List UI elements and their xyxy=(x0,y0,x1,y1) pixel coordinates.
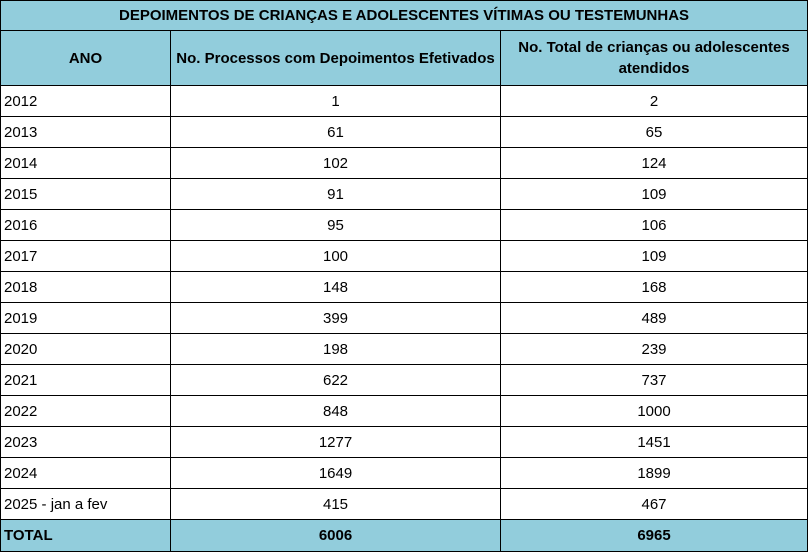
children-cell: 467 xyxy=(501,489,808,520)
children-cell: 737 xyxy=(501,365,808,396)
year-cell: 2012 xyxy=(1,86,171,117)
children-cell: 1451 xyxy=(501,427,808,458)
table-row xyxy=(1,210,808,241)
year-cell: 2024 xyxy=(1,458,171,489)
total-row xyxy=(1,520,808,552)
column-header-children: No. Total de crianças ou adolescentes atendidos xyxy=(501,31,808,86)
table-row xyxy=(1,365,808,396)
year-cell: 2022 xyxy=(1,396,171,427)
year-cell: 2025 - jan a fev xyxy=(1,489,171,520)
children-cell: 168 xyxy=(501,272,808,303)
children-cell: 1899 xyxy=(501,458,808,489)
table-row xyxy=(1,489,808,520)
processes-cell: 91 xyxy=(171,179,501,210)
year-cell: 2014 xyxy=(1,148,171,179)
processes-cell: 622 xyxy=(171,365,501,396)
year-cell: 2013 xyxy=(1,117,171,148)
processes-cell: 148 xyxy=(171,272,501,303)
table-row xyxy=(1,241,808,272)
table-title: DEPOIMENTOS DE CRIANÇAS E ADOLESCENTES VÍTIMAS OU TESTEMUNHAS xyxy=(1,1,808,31)
processes-cell: 100 xyxy=(171,241,501,272)
column-header-processes: No. Processos com Depoimentos Efetivados xyxy=(171,31,501,86)
children-cell: 2 xyxy=(501,86,808,117)
children-cell: 106 xyxy=(501,210,808,241)
table-row xyxy=(1,272,808,303)
children-cell: 109 xyxy=(501,241,808,272)
table-row xyxy=(1,334,808,365)
table-row xyxy=(1,427,808,458)
year-cell: 2023 xyxy=(1,427,171,458)
table-row xyxy=(1,396,808,427)
children-cell: 1000 xyxy=(501,396,808,427)
table-row xyxy=(1,458,808,489)
year-cell: 2020 xyxy=(1,334,171,365)
processes-cell: 198 xyxy=(171,334,501,365)
processes-cell: 61 xyxy=(171,117,501,148)
table-title-row xyxy=(1,1,808,31)
processes-cell: 1649 xyxy=(171,458,501,489)
children-cell: 489 xyxy=(501,303,808,334)
processes-cell: 848 xyxy=(171,396,501,427)
table-row xyxy=(1,303,808,334)
table-body xyxy=(1,86,808,552)
processes-cell: 399 xyxy=(171,303,501,334)
table-row xyxy=(1,148,808,179)
total-label: TOTAL xyxy=(1,520,171,552)
processes-cell: 415 xyxy=(171,489,501,520)
processes-cell: 1277 xyxy=(171,427,501,458)
year-cell: 2016 xyxy=(1,210,171,241)
year-cell: 2019 xyxy=(1,303,171,334)
table-row xyxy=(1,86,808,117)
total-processes: 6006 xyxy=(171,520,501,552)
table-row xyxy=(1,179,808,210)
children-cell: 109 xyxy=(501,179,808,210)
table-header-row xyxy=(1,31,808,86)
children-cell: 65 xyxy=(501,117,808,148)
year-cell: 2021 xyxy=(1,365,171,396)
table-row xyxy=(1,117,808,148)
children-cell: 239 xyxy=(501,334,808,365)
total-children: 6965 xyxy=(501,520,808,552)
processes-cell: 95 xyxy=(171,210,501,241)
year-cell: 2018 xyxy=(1,272,171,303)
year-cell: 2015 xyxy=(1,179,171,210)
processes-cell: 102 xyxy=(171,148,501,179)
children-cell: 124 xyxy=(501,148,808,179)
processes-cell: 1 xyxy=(171,86,501,117)
column-header-year: ANO xyxy=(1,31,171,86)
year-cell: 2017 xyxy=(1,241,171,272)
